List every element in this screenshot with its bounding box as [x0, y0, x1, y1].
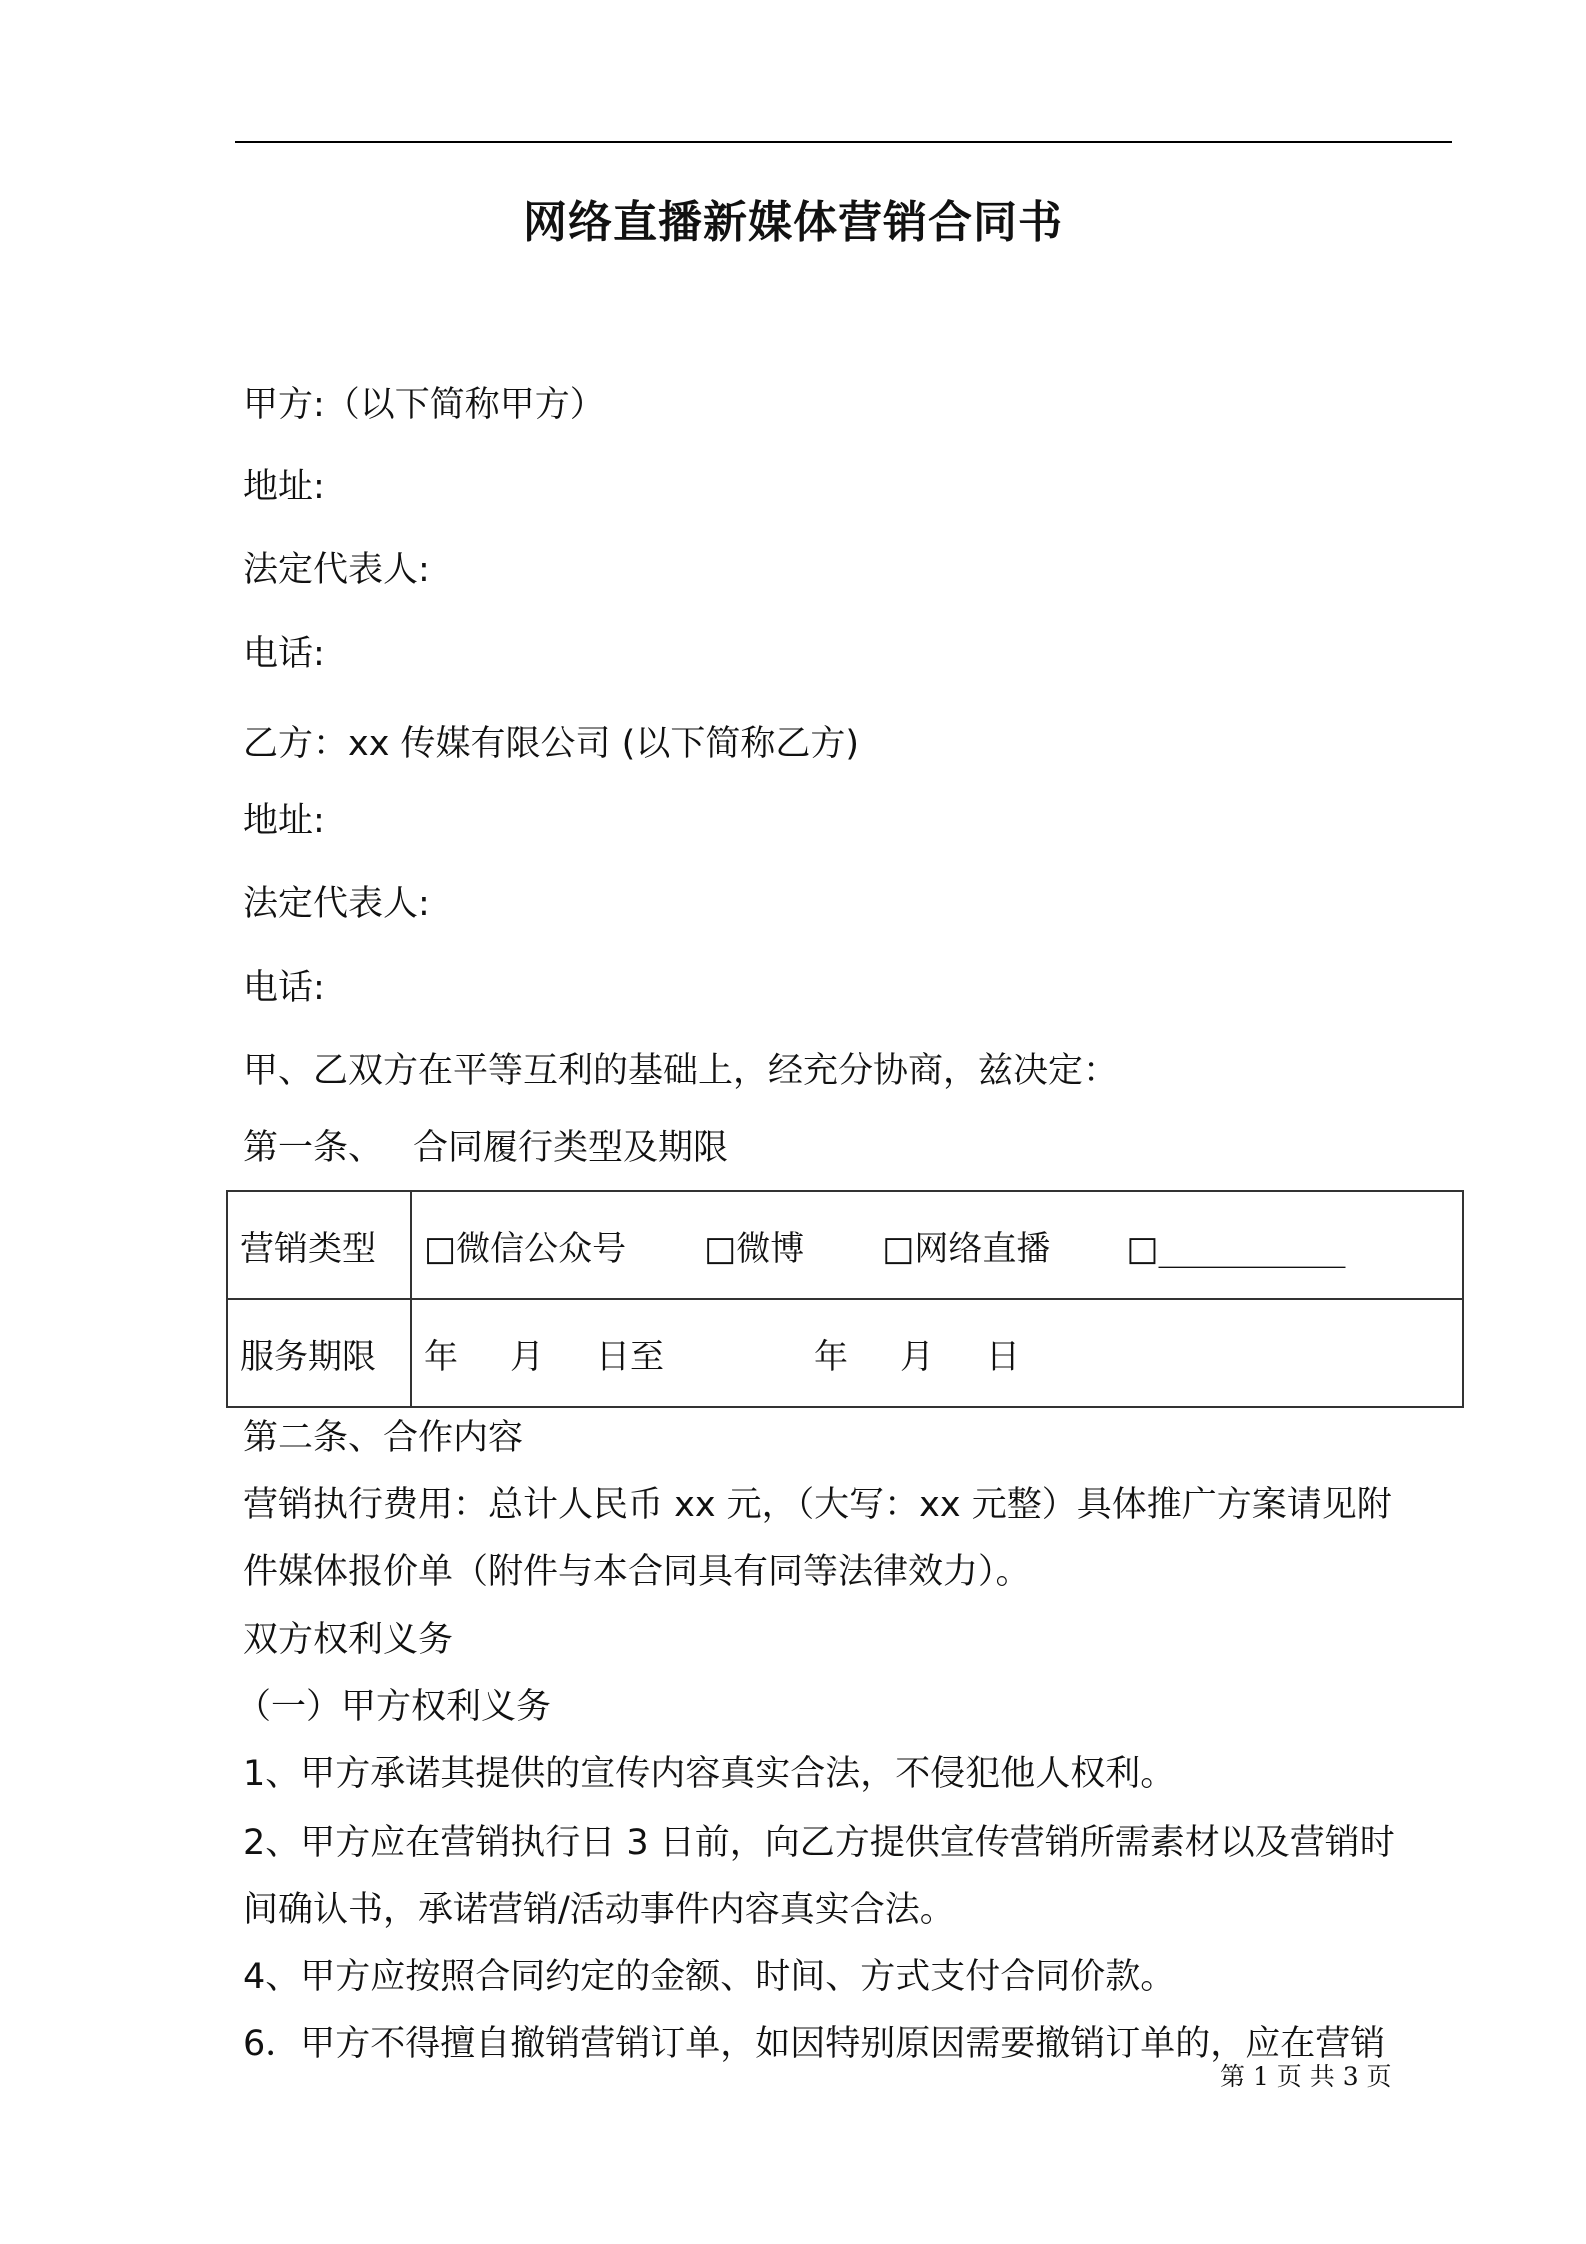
contract-type-table: [226, 1190, 1464, 1408]
obligation-item-4: 4、甲方应按照合同约定的金额、时间、方式支付合同价款。: [243, 1957, 1176, 1997]
obligation-item-2-line-2: 间确认书，承诺营销/活动事件内容真实合法。: [243, 1890, 955, 1930]
party-a-rights-heading: （一）甲方权利义务: [236, 1687, 552, 1727]
obligation-item-1: 1、甲方承诺其提供的宣传内容真实合法，不侵犯他人权利。: [243, 1754, 1176, 1794]
page-number: 第 1 页 共 3 页: [1220, 2062, 1392, 2091]
option-live-stream[interactable]: □网络直播: [882, 1228, 1051, 1269]
fee-line-2: 件媒体报价单（附件与本合同具有同等法律效力）。: [243, 1552, 1031, 1592]
header-rule: [235, 141, 1452, 143]
rights-heading: 双方权利义务: [243, 1620, 454, 1660]
period-end-day: 日: [986, 1336, 1020, 1377]
option-other[interactable]: □___________: [1126, 1228, 1346, 1269]
article1-title: 合同履行类型及期限: [413, 1128, 729, 1168]
article1-number: 第一条、: [243, 1128, 384, 1168]
table-row: [227, 1299, 1463, 1407]
period-start-year: 年: [424, 1336, 458, 1377]
marketing-type-label: 营销类型: [227, 1191, 411, 1299]
document-title: 网络直播新媒体营销合同书: [523, 197, 1063, 248]
party-b-name: 乙方：xx 传媒有限公司 (以下简称乙方): [243, 724, 859, 764]
table-row: [227, 1191, 1463, 1299]
obligation-item-6: 6．甲方不得擅自撤销营销订单，如因特别原因需要撤销订单的，应在营销: [243, 2024, 1386, 2064]
period-start-month: 月: [510, 1336, 544, 1377]
party-a-address: 地址:: [243, 467, 325, 507]
service-period-value: [411, 1299, 1463, 1407]
marketing-type-options: [411, 1191, 1463, 1299]
fee-line-1: 营销执行费用：总计人民币 xx 元，（大写：xx 元整）具体推广方案请见附: [243, 1485, 1392, 1525]
party-a-phone: 电话:: [243, 634, 325, 674]
article2-heading: 第二条、合作内容: [243, 1418, 524, 1458]
option-weibo[interactable]: □微博: [704, 1228, 805, 1269]
preamble: 甲、乙双方在平等互利的基础上，经充分协商，兹决定：: [243, 1051, 1119, 1091]
period-end-year: 年: [814, 1336, 848, 1377]
article1-heading: [243, 1128, 729, 1168]
party-b-legal-rep: 法定代表人:: [243, 884, 430, 924]
option-wechat[interactable]: □微信公众号: [424, 1228, 627, 1269]
party-a-legal-rep: 法定代表人:: [243, 550, 430, 590]
party-b-phone: 电话:: [243, 968, 325, 1008]
service-period-label: 服务期限: [227, 1299, 411, 1407]
period-end-month: 月: [900, 1336, 934, 1377]
party-a-name: 甲方:（以下简称甲方）: [243, 385, 605, 425]
party-b-address: 地址:: [243, 801, 325, 841]
obligation-item-2-line-1: 2、甲方应在营销执行日 3 日前，向乙方提供宣传营销所需素材以及营销时: [243, 1823, 1395, 1863]
period-start-day: 日至: [596, 1336, 664, 1377]
